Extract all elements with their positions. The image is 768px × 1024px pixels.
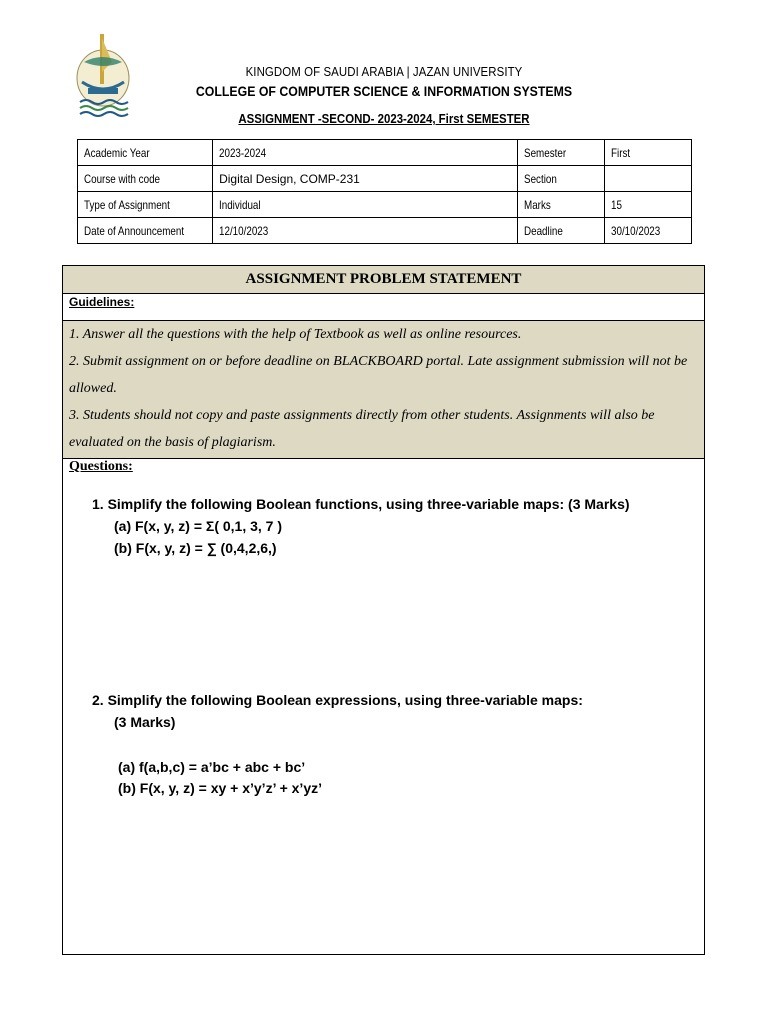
question-2-marks: (3 Marks) (114, 714, 176, 730)
problem-statement-title: ASSIGNMENT PROBLEM STATEMENT (63, 266, 704, 294)
guideline-item: 1. Answer all the questions with the help of Textbook as well as online resources. (69, 327, 522, 342)
header-country-university: KINGDOM OF SAUDI ARABIA | JAZAN UNIVERSITY (245, 64, 523, 79)
marks-label: Marks (524, 197, 551, 212)
question-2a: (a) f(a,b,c) = a’bc + abc + bc’ (118, 759, 306, 775)
guidelines-heading: Guidelines: (63, 294, 704, 321)
guidelines-list (63, 321, 704, 459)
table-row (78, 218, 692, 244)
table-row (78, 140, 692, 166)
table-row (78, 166, 692, 192)
assignment-type-value: Individual (219, 197, 261, 212)
semester-label: Semester (524, 145, 567, 160)
questions-heading: Questions: (69, 459, 133, 474)
assignment-type-label: Type of Assignment (84, 197, 170, 212)
guideline-item: 3. Students should not copy and paste assignments directly from other students. Assignments will also be evaluated on the basis of plagiarism. (69, 408, 655, 450)
course-value: Digital Design, COMP-231 (219, 171, 360, 186)
guideline-item: 2. Submit assignment on or before deadline on BLACKBOARD portal. Late assignment submission will not be allowed. (69, 354, 688, 396)
question-1a: (a) F(x, y, z) = Σ( 0,1, 3, 7 ) (114, 518, 283, 534)
table-row (78, 192, 692, 218)
academic-year-value: 2023-2024 (219, 145, 267, 160)
header-assignment-title: ASSIGNMENT -SECOND- 2023-2024, First SEMESTER (238, 111, 530, 126)
announcement-date-label: Date of Announcement (84, 223, 185, 238)
question-1-title: 1. Simplify the following Boolean functions, using three-variable maps: (3 Marks) (92, 496, 630, 512)
semester-value: First (611, 145, 631, 160)
course-label: Course with code (84, 171, 161, 186)
academic-year-label: Academic Year (84, 145, 150, 160)
section-label: Section (524, 171, 557, 186)
deadline-value: 30/10/2023 (611, 223, 661, 238)
question-2-title: 2. Simplify the following Boolean expressions, using three-variable maps: (92, 692, 583, 708)
question-2b: (b) F(x, y, z) = xy + x’y’z’ + x’yz’ (118, 780, 322, 796)
marks-value: 15 (611, 197, 623, 212)
problem-statement-box (62, 265, 705, 955)
deadline-label: Deadline (524, 223, 563, 238)
announcement-date-value: 12/10/2023 (219, 223, 269, 238)
assignment-info-table (77, 139, 692, 244)
header-college: COLLEGE OF COMPUTER SCIENCE & INFORMATION SYSTEMS (195, 83, 573, 99)
question-1b: (b) F(x, y, z) = ∑ (0,4,2,6,) (114, 540, 277, 556)
